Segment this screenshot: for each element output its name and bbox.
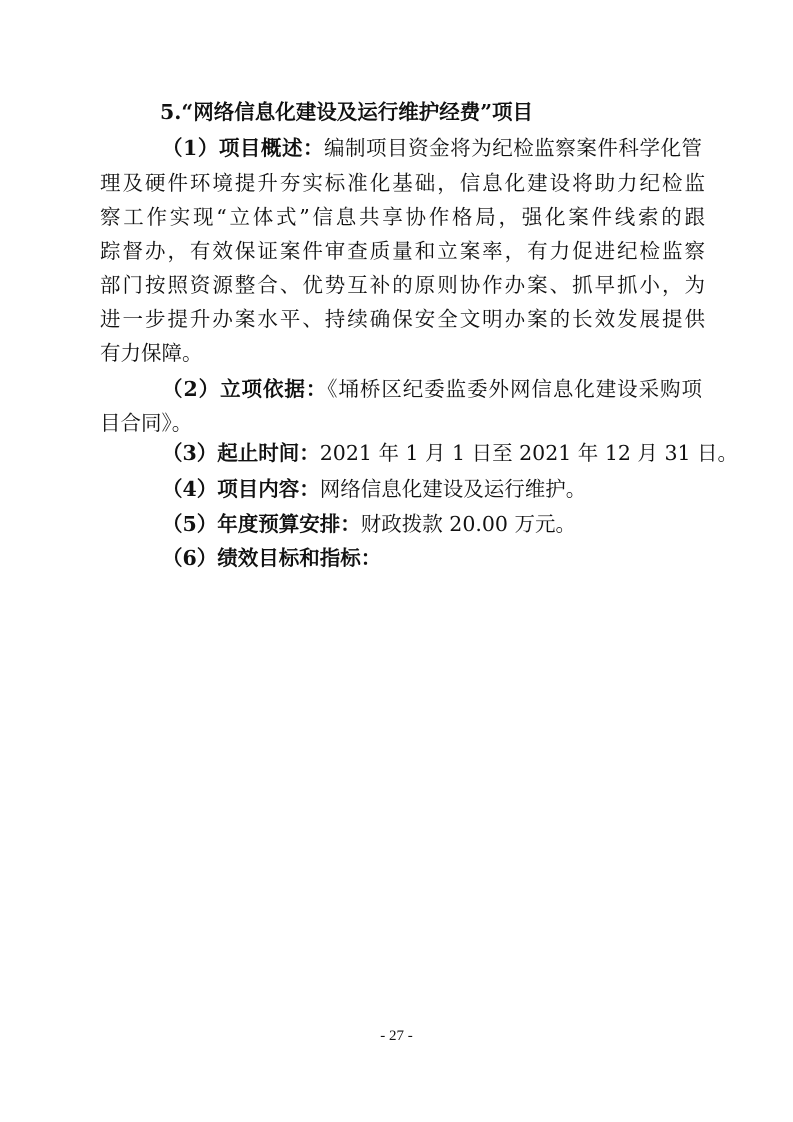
item-4 [162,472,722,506]
item-1-line-2: 理及硬件环境提升夯实标准化基础，信息化建设将助力纪检监 [100,171,705,195]
item-2-line-2: 目合同》。 [100,411,193,435]
item-3-label: （3）起止时间： [162,441,320,465]
item-3-text: 2021 年 1 月 1 日至 2021 年 12 月 31 日。 [319,441,739,465]
item-4-text: 网络信息化建设及运行维护。 [319,477,587,501]
section-heading [160,95,720,129]
item-6 [162,541,722,575]
item-2-line-1: 《埇桥区纪委监委外网信息化建设采购项 [327,377,702,401]
item-1-line-4: 踪督办，有效保证案件审查质量和立案率，有力促进纪检监察 [100,239,705,263]
item-2-first-line [162,372,702,406]
page-number: - 27 - [380,1028,413,1044]
item-1-line-3: 察工作实现“立体式”信息共享协作格局，强化案件线索的跟 [100,205,705,229]
item-1-label: （1）项目概述： [162,136,324,160]
item-1-line-7: 有力保障。 [100,341,203,365]
item-1-line-6: 进一步提升办案水平、持续确保安全文明办案的长效发展提供 [100,307,705,331]
item-5-label: （5）年度预算安排： [162,512,361,536]
section-title: “网络信息化建设及运行维护经费”项目 [181,100,533,124]
item-1-first-line [162,131,702,165]
item-3 [162,436,739,470]
item-5-text: 财政拨款 20.00 万元。 [360,512,576,536]
item-6-label: （6）绩效目标和指标： [162,546,382,570]
item-2-label: （2）立项依据： [162,377,328,401]
section-number: 5. [160,100,182,124]
item-1-line-1: 编制项目资金将为纪检监察案件科学化管 [324,136,702,160]
item-5 [162,507,722,541]
item-4-label: （4）项目内容： [162,477,320,501]
item-1-line-5: 部门按照资源整合、优势互补的原则协作办案、抓早抓小，为 [100,273,705,297]
